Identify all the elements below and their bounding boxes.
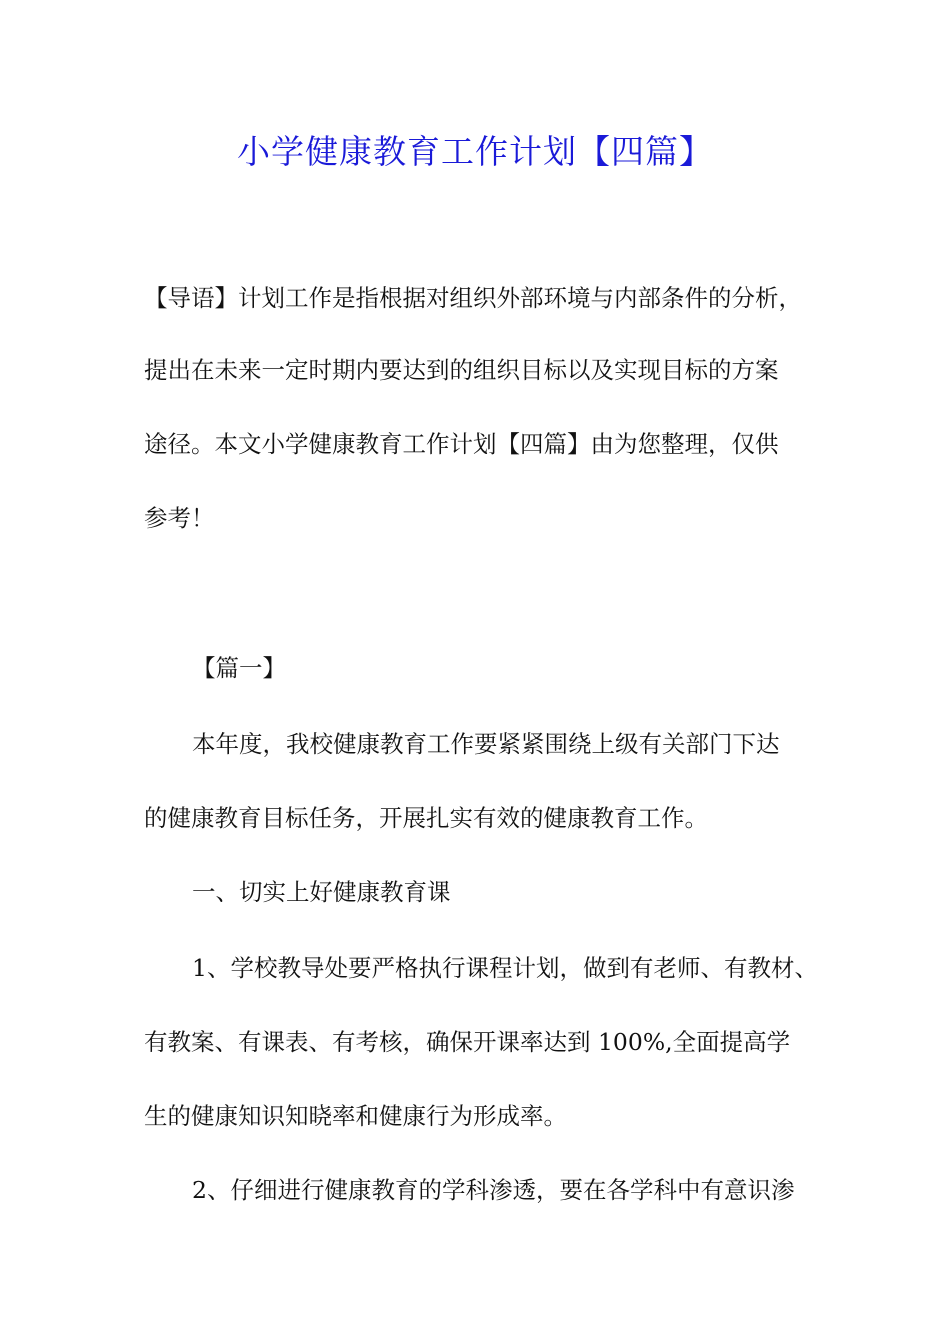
section-heading: 【篇一】 xyxy=(192,654,286,682)
body-line-1: 本年度，我校健康教育工作要紧紧围绕上级有关部门下达 xyxy=(192,730,780,758)
body-line-2: 的健康教育目标任务，开展扎实有效的健康教育工作。 xyxy=(144,804,708,832)
body-line-4: 1、学校教导处要严格执行课程计划，做到有老师、有教材、 xyxy=(192,954,818,982)
document-title: 小学健康教育工作计划【四篇】 xyxy=(237,132,713,171)
body-line-7: 2、仔细进行健康教育的学科渗透，要在各学科中有意识渗 xyxy=(192,1176,795,1204)
intro-line-2: 提出在未来一定时期内要达到的组织目标以及实现目标的方案 xyxy=(144,356,779,384)
body-line-5: 有教案、有课表、有考核，确保开课率达到 100%,全面提高学 xyxy=(144,1028,791,1056)
intro-line-4: 参考！ xyxy=(144,504,215,532)
intro-line-3: 途径。本文小学健康教育工作计划【四篇】由为您整理，仅供 xyxy=(144,430,779,458)
subheading-1: 一、切实上好健康教育课 xyxy=(192,878,451,906)
body-line-6: 生的健康知识知晓率和健康行为形成率。 xyxy=(144,1102,567,1130)
intro-line-1: 【导语】计划工作是指根据对组织外部环境与内部条件的分析， xyxy=(144,284,802,312)
